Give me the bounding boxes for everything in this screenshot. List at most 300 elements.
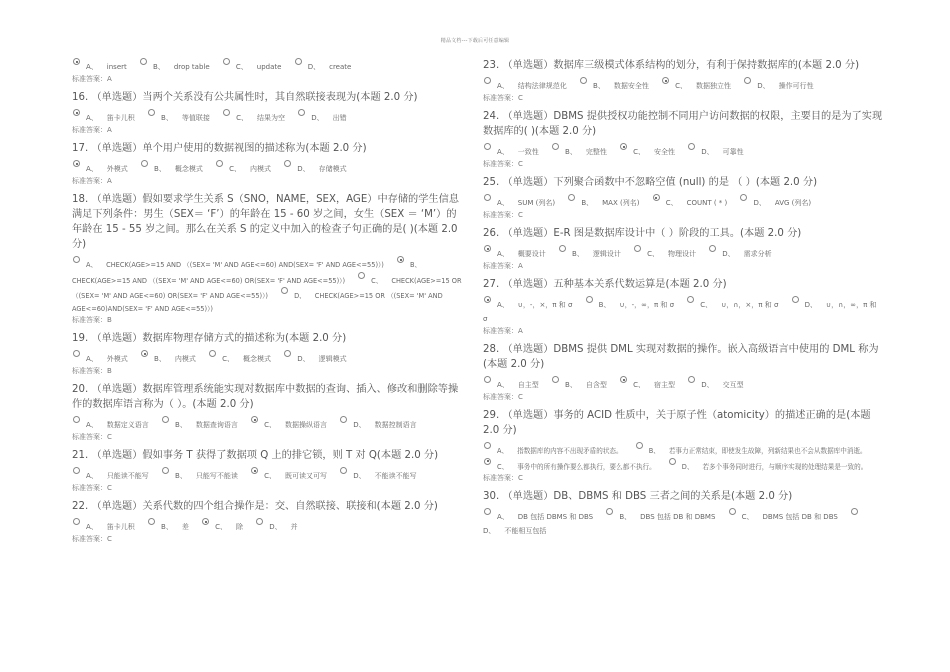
question-block bbox=[72, 58, 466, 84]
option-text: 差 bbox=[181, 523, 189, 531]
radio-button[interactable] bbox=[73, 109, 80, 116]
question-block bbox=[483, 109, 883, 169]
radio-button[interactable] bbox=[73, 58, 80, 65]
option-text: AVG (列名) bbox=[774, 199, 812, 207]
option-text: 笛卡儿积 bbox=[106, 114, 135, 122]
answer-option[interactable] bbox=[635, 447, 877, 455]
radio-button[interactable] bbox=[484, 245, 491, 252]
radio-button[interactable] bbox=[552, 143, 559, 150]
answer-option[interactable] bbox=[668, 463, 878, 471]
standard-answer: 标准答案：A bbox=[72, 126, 112, 134]
radio-button[interactable] bbox=[636, 442, 643, 449]
answer-option[interactable] bbox=[283, 165, 356, 173]
answer-option[interactable] bbox=[339, 472, 426, 480]
option-letter: C、 bbox=[675, 82, 687, 90]
radio-button[interactable] bbox=[202, 518, 209, 525]
answer-option[interactable] bbox=[483, 381, 549, 389]
answer-option[interactable] bbox=[72, 421, 159, 429]
answer-option[interactable] bbox=[255, 523, 307, 531]
question-title: 17. （单选题）单个用户使用的数据视图的描述称为(本题 2.0 分) bbox=[72, 143, 367, 154]
option-text: 宿主型 bbox=[653, 381, 675, 389]
option-letter: C、 bbox=[665, 199, 678, 207]
answer-option[interactable] bbox=[708, 250, 781, 258]
answer-option[interactable] bbox=[567, 199, 649, 207]
answer-option[interactable] bbox=[161, 421, 248, 429]
radio-button[interactable] bbox=[251, 467, 258, 474]
option-text: 内模式 bbox=[174, 355, 196, 363]
radio-button[interactable] bbox=[586, 296, 593, 303]
option-letter: A、 bbox=[497, 82, 509, 90]
options-list bbox=[72, 416, 466, 432]
option-letter: C、 bbox=[229, 165, 241, 173]
radio-button[interactable] bbox=[73, 518, 80, 525]
answer-option[interactable] bbox=[633, 250, 706, 258]
answer-option[interactable] bbox=[72, 261, 394, 269]
radio-button[interactable] bbox=[484, 376, 491, 383]
question-title: 18. （单选题）假如要求学生关系 S（SNO，NAME，SEX，AGE）中存储的学生信息满足下列条件：男生（SEX＝ ‘F’）的年龄在 15 - 60 岁之间，女生（SEX ＝ ‘M’）的年龄在 15 - 55 岁之间。那么在关系 S 的定义中加入的检查子句正确的是( )(本题 2.0 分) bbox=[72, 194, 459, 250]
option-letter: B、 bbox=[410, 261, 422, 269]
answer-option[interactable] bbox=[297, 114, 356, 122]
standard-answer: 标准答案：A bbox=[483, 327, 523, 335]
radio-button[interactable] bbox=[140, 58, 147, 65]
option-text: CHECK(AGE>=15 AND （(SEX= 'M' AND AGE<=60) AND(SEX= 'F' AND AGE<=55)）) bbox=[106, 261, 384, 269]
radio-button[interactable] bbox=[662, 77, 669, 84]
left-column bbox=[72, 58, 466, 550]
option-text: COUNT ( * ) bbox=[686, 199, 728, 207]
answer-option[interactable] bbox=[147, 114, 220, 122]
answer-option[interactable] bbox=[201, 523, 253, 531]
answer-option[interactable] bbox=[222, 63, 292, 71]
option-text: 结果为空 bbox=[256, 114, 285, 122]
option-text: DBS 包括 DB 和 DBMS bbox=[640, 513, 716, 521]
option-text: 只能读不能写 bbox=[106, 472, 149, 480]
option-letter: D、 bbox=[681, 462, 694, 471]
question-title: 27. （单选题）五种基本关系代数运算是(本题 2.0 分) bbox=[483, 279, 727, 290]
option-letter: D、 bbox=[701, 148, 714, 156]
radio-button[interactable] bbox=[397, 256, 404, 263]
radio-button[interactable] bbox=[340, 416, 347, 423]
options-list bbox=[72, 350, 466, 366]
option-letter: D、 bbox=[269, 523, 282, 531]
radio-button[interactable] bbox=[73, 416, 80, 423]
answer-option[interactable] bbox=[551, 381, 617, 389]
answer-option[interactable] bbox=[294, 63, 362, 71]
radio-button[interactable] bbox=[148, 109, 155, 116]
option-text: 结构法律规范化 bbox=[517, 82, 567, 90]
option-letter: C、 bbox=[236, 114, 248, 122]
standard-answer: 标准答案：C bbox=[483, 94, 523, 102]
question-title: 28. （单选题）DBMS 提供 DML 实现对数据的操作。嵌入高级语言中使用的 DML 称为(本题 2.0 分) bbox=[483, 344, 879, 370]
standard-answer: 标准答案：B bbox=[72, 316, 112, 324]
answer-option[interactable] bbox=[483, 463, 666, 471]
radio-button[interactable] bbox=[792, 296, 799, 303]
options-list bbox=[483, 77, 883, 93]
option-letter: B、 bbox=[161, 114, 173, 122]
answer-option[interactable] bbox=[250, 472, 337, 480]
question-block bbox=[72, 192, 466, 325]
radio-button[interactable] bbox=[568, 194, 575, 201]
radio-button[interactable] bbox=[141, 160, 148, 167]
option-text: 安全性 bbox=[653, 148, 675, 156]
radio-button[interactable] bbox=[709, 245, 716, 252]
option-text: 交互型 bbox=[722, 381, 744, 389]
answer-option[interactable] bbox=[605, 513, 725, 521]
radio-button[interactable] bbox=[620, 376, 627, 383]
answer-option[interactable] bbox=[619, 148, 685, 156]
option-text: 概念模式 bbox=[174, 165, 203, 173]
radio-button[interactable] bbox=[223, 109, 230, 116]
option-text: 逻辑模式 bbox=[318, 355, 347, 363]
option-letter: C、 bbox=[647, 250, 659, 258]
options-list bbox=[72, 160, 466, 176]
answer-option[interactable] bbox=[585, 301, 684, 309]
question-title: 16. （单选题）当两个关系没有公共属性时，其自然联接表现为(本题 2.0 分) bbox=[72, 92, 418, 103]
option-text: 逻辑设计 bbox=[592, 250, 621, 258]
option-letter: D、 bbox=[753, 199, 766, 207]
option-text: ∪，∩，∞，π 和 σ bbox=[483, 301, 877, 323]
answer-option[interactable] bbox=[483, 513, 603, 521]
question-block bbox=[483, 342, 883, 402]
option-letter: D、 bbox=[297, 165, 310, 173]
option-text: 外模式 bbox=[106, 165, 128, 173]
option-letter: D、 bbox=[294, 292, 306, 300]
question-title: 19. （单选题）数据库物理存储方式的描述称为(本题 2.0 分) bbox=[72, 333, 347, 344]
option-text: 概要设计 bbox=[517, 250, 546, 258]
radio-button[interactable] bbox=[209, 350, 216, 357]
radio-button[interactable] bbox=[284, 350, 291, 357]
standard-answer: 标准答案：C bbox=[72, 433, 112, 441]
question-block bbox=[483, 58, 883, 103]
option-letter: D、 bbox=[311, 114, 324, 122]
radio-button[interactable] bbox=[559, 245, 566, 252]
option-text: DB 包括 DBMS 和 DBS bbox=[517, 513, 594, 521]
option-letter: A、 bbox=[86, 421, 98, 429]
radio-button[interactable] bbox=[295, 58, 302, 65]
question-block bbox=[483, 408, 883, 483]
radio-button[interactable] bbox=[284, 160, 291, 167]
radio-button[interactable] bbox=[162, 467, 169, 474]
radio-button[interactable] bbox=[552, 376, 559, 383]
answer-option[interactable] bbox=[739, 199, 821, 207]
question-title: 22. （单选题）关系代数的四个组合操作是：交、自然联接、联接和(本题 2.0 分) bbox=[72, 501, 438, 512]
options-list bbox=[483, 143, 883, 159]
question-title: 26. （单选题）E-R 图是数据库设计中（ ）阶段的工具。(本题 2.0 分) bbox=[483, 228, 802, 239]
option-text: 不能相互包括 bbox=[504, 527, 547, 535]
radio-button[interactable] bbox=[620, 143, 627, 150]
radio-button[interactable] bbox=[484, 296, 491, 303]
option-text: 需求分析 bbox=[743, 250, 772, 258]
option-text: 外模式 bbox=[106, 355, 128, 363]
option-text: 数据操纵语言 bbox=[284, 421, 327, 429]
option-text: 除 bbox=[235, 523, 243, 531]
option-letter: A、 bbox=[497, 199, 509, 207]
question-block bbox=[483, 175, 883, 220]
option-letter: B、 bbox=[593, 82, 605, 90]
question-block bbox=[483, 489, 883, 538]
answer-option[interactable] bbox=[215, 165, 281, 173]
option-text: 存储模式 bbox=[318, 165, 347, 173]
radio-button[interactable] bbox=[729, 508, 736, 515]
answer-option[interactable] bbox=[161, 472, 248, 480]
radio-button[interactable] bbox=[256, 518, 263, 525]
radio-button[interactable] bbox=[281, 287, 288, 294]
question-title: 29. （单选题）事务的 ACID 性质中，关于原子性（atomicity）的描述正确的是(本题 2.0 分) bbox=[483, 410, 871, 436]
question-title: 20. （单选题）数据库管理系统能实现对数据库中数据的查询、插入、修改和删除等操作的数据库语言称为（ ）。(本题 2.0 分) bbox=[72, 384, 459, 410]
standard-answer: 标准答案：B bbox=[72, 367, 112, 375]
option-letter: B、 bbox=[154, 165, 166, 173]
option-letter: C、 bbox=[700, 301, 713, 309]
answer-option[interactable] bbox=[743, 82, 823, 90]
radio-button[interactable] bbox=[251, 416, 258, 423]
option-letter: C、 bbox=[741, 513, 754, 521]
question-title: 30. （单选题）DB、DBMS 和 DBS 三者之间的关系是(本题 2.0 分) bbox=[483, 491, 793, 502]
options-list bbox=[483, 245, 883, 261]
answer-option[interactable] bbox=[619, 381, 685, 389]
option-letter: B、 bbox=[161, 523, 173, 531]
radio-button[interactable] bbox=[484, 508, 491, 515]
radio-button[interactable] bbox=[669, 458, 676, 465]
option-letter: A、 bbox=[497, 381, 509, 389]
option-text: drop table bbox=[173, 63, 210, 71]
option-letter: C、 bbox=[264, 472, 276, 480]
radio-button[interactable] bbox=[740, 194, 747, 201]
right-column bbox=[483, 58, 883, 544]
option-letter: D、 bbox=[804, 301, 818, 309]
option-letter: A、 bbox=[86, 472, 98, 480]
radio-button[interactable] bbox=[141, 350, 148, 357]
answer-option[interactable] bbox=[579, 82, 659, 90]
option-letter: A、 bbox=[86, 355, 98, 363]
radio-button[interactable] bbox=[73, 350, 80, 357]
answer-option[interactable] bbox=[339, 421, 426, 429]
answer-option[interactable] bbox=[483, 301, 582, 309]
question-title: 23. （单选题）数据库三级模式体系结构的划分，有利于保持数据库的(本题 2.0 分) bbox=[483, 60, 860, 71]
answer-option[interactable] bbox=[686, 301, 788, 309]
option-letter: B、 bbox=[572, 250, 584, 258]
radio-button[interactable] bbox=[73, 256, 80, 263]
answer-option[interactable] bbox=[222, 114, 295, 122]
option-letter: B、 bbox=[619, 513, 632, 521]
option-text: 数据查询语言 bbox=[195, 421, 238, 429]
option-text: DBMS 包括 DB 和 DBS bbox=[762, 513, 838, 521]
question-block bbox=[72, 499, 466, 544]
options-list bbox=[72, 467, 466, 483]
option-text: CHECK(AGE>=15 AND （(SEX= 'M' AND AGE<=60) OR(SEX= 'F' AND AGE<=55)）) bbox=[72, 276, 346, 285]
option-letter: A、 bbox=[497, 513, 509, 521]
question-block bbox=[72, 448, 466, 493]
radio-button[interactable] bbox=[484, 458, 491, 465]
option-text: 只能写不能读 bbox=[195, 472, 238, 480]
answer-option[interactable] bbox=[140, 355, 206, 363]
answer-option[interactable] bbox=[72, 472, 159, 480]
option-text: 不能读不能写 bbox=[374, 472, 417, 480]
question-title: 24. （单选题）DBMS 提供授权功能控制不同用户访问数据的权限，主要目的是为了实现数据库的( )(本题 2.0 分) bbox=[483, 111, 883, 137]
option-letter: A、 bbox=[497, 447, 509, 455]
answer-option[interactable] bbox=[72, 165, 138, 173]
option-text: 并 bbox=[290, 523, 298, 531]
option-letter: D、 bbox=[353, 421, 366, 429]
radio-button[interactable] bbox=[580, 77, 587, 84]
answer-option[interactable] bbox=[652, 199, 738, 207]
option-letter: D、 bbox=[722, 250, 735, 258]
option-text: CHECK(AGE>=15 OR （(SEX= 'M' AND AGE<=60) OR(SEX= 'F' AND AGE<=55)）) bbox=[72, 276, 462, 300]
question-block bbox=[483, 226, 883, 271]
answer-option[interactable] bbox=[283, 355, 356, 363]
option-letter: D、 bbox=[757, 82, 770, 90]
option-text: insert bbox=[106, 63, 127, 71]
option-letter: C、 bbox=[633, 381, 645, 389]
option-letter: D、 bbox=[353, 472, 366, 480]
option-letter: A、 bbox=[86, 114, 98, 122]
answer-option[interactable] bbox=[250, 421, 337, 429]
radio-button[interactable] bbox=[484, 77, 491, 84]
radio-button[interactable] bbox=[484, 143, 491, 150]
radio-button[interactable] bbox=[223, 58, 230, 65]
option-text: 数据控制语言 bbox=[374, 421, 417, 429]
radio-button[interactable] bbox=[298, 109, 305, 116]
answer-option[interactable] bbox=[208, 355, 281, 363]
option-text: 笛卡儿积 bbox=[106, 523, 135, 531]
option-letter: B、 bbox=[581, 199, 594, 207]
question-block bbox=[72, 382, 466, 442]
standard-answer: 标准答案：C bbox=[483, 211, 523, 219]
radio-button[interactable] bbox=[216, 160, 223, 167]
radio-button[interactable] bbox=[484, 194, 491, 201]
option-text: 等值联接 bbox=[181, 114, 210, 122]
option-text: 事务中的所有操作要么都执行，要么都不执行。 bbox=[517, 462, 656, 471]
options-list bbox=[483, 296, 883, 326]
option-text: 既可读又可写 bbox=[284, 472, 327, 480]
option-text: 自主型 bbox=[517, 381, 539, 389]
radio-button[interactable] bbox=[358, 272, 365, 279]
answer-option[interactable] bbox=[140, 165, 213, 173]
question-title: 21. （单选题）假如事务 T 获得了数据项 Q 上的排它锁，则 T 对 Q(本题 2.0 分) bbox=[72, 450, 439, 461]
option-text: 概念模式 bbox=[242, 355, 271, 363]
option-letter: D、 bbox=[483, 527, 496, 535]
radio-button[interactable] bbox=[148, 518, 155, 525]
option-letter: A、 bbox=[86, 165, 98, 173]
option-letter: B、 bbox=[154, 355, 166, 363]
option-letter: B、 bbox=[565, 381, 577, 389]
answer-option[interactable] bbox=[483, 250, 556, 258]
option-text: 可靠性 bbox=[722, 148, 744, 156]
answer-option[interactable] bbox=[139, 63, 220, 71]
option-letter: C、 bbox=[264, 421, 276, 429]
answer-option[interactable] bbox=[72, 355, 138, 363]
answer-option[interactable] bbox=[72, 114, 145, 122]
answer-option[interactable] bbox=[72, 63, 137, 71]
option-text: SUM (列名) bbox=[517, 199, 556, 207]
standard-answer: 标准答案：A bbox=[72, 177, 112, 185]
radio-button[interactable] bbox=[687, 296, 694, 303]
option-text: 内模式 bbox=[249, 165, 271, 173]
radio-button[interactable] bbox=[688, 143, 695, 150]
options-list bbox=[483, 376, 883, 392]
option-letter: C、 bbox=[222, 355, 234, 363]
question-block bbox=[72, 141, 466, 186]
standard-answer: 标准答案：A bbox=[72, 75, 112, 83]
radio-button[interactable] bbox=[606, 508, 613, 515]
option-letter: B、 bbox=[598, 301, 611, 309]
option-text: update bbox=[256, 63, 282, 71]
radio-button[interactable] bbox=[688, 376, 695, 383]
answer-option[interactable] bbox=[72, 523, 145, 531]
answer-option[interactable] bbox=[483, 199, 565, 207]
option-letter: C、 bbox=[371, 276, 383, 285]
option-letter: B、 bbox=[175, 421, 187, 429]
option-text: 数据安全性 bbox=[613, 82, 649, 90]
answer-option[interactable] bbox=[551, 148, 617, 156]
radio-button[interactable] bbox=[162, 416, 169, 423]
radio-button[interactable] bbox=[340, 467, 347, 474]
answer-option[interactable] bbox=[687, 148, 753, 156]
radio-button[interactable] bbox=[484, 442, 491, 449]
question-block bbox=[72, 331, 466, 376]
option-letter: C、 bbox=[215, 523, 227, 531]
standard-answer: 标准答案：A bbox=[483, 262, 523, 270]
option-text: 操作可行性 bbox=[778, 82, 814, 90]
option-text: 数据独立性 bbox=[695, 82, 731, 90]
standard-answer: 标准答案：C bbox=[483, 474, 523, 482]
answer-option[interactable] bbox=[728, 513, 848, 521]
answer-option[interactable] bbox=[483, 82, 577, 90]
option-text: 数据定义语言 bbox=[106, 421, 149, 429]
answer-option[interactable] bbox=[687, 381, 753, 389]
option-text: ∪，-，×，π 和 σ bbox=[517, 301, 573, 309]
option-letter: A、 bbox=[497, 301, 509, 309]
option-letter: D、 bbox=[297, 355, 310, 363]
radio-button[interactable] bbox=[634, 245, 641, 252]
options-list bbox=[483, 442, 883, 473]
question-title: 25. （单选题）下列聚合函数中不忽略空值 (null) 的是 （ ）(本题 2.0 分) bbox=[483, 177, 818, 188]
radio-button[interactable] bbox=[73, 160, 80, 167]
option-letter: B、 bbox=[175, 472, 187, 480]
option-letter: D、 bbox=[701, 381, 714, 389]
radio-button[interactable] bbox=[851, 508, 858, 515]
radio-button[interactable] bbox=[744, 77, 751, 84]
standard-answer: 标准答案：C bbox=[483, 160, 523, 168]
option-letter: A、 bbox=[497, 250, 509, 258]
option-text: 自含型 bbox=[585, 381, 607, 389]
answer-option[interactable] bbox=[483, 148, 549, 156]
options-list bbox=[72, 256, 466, 315]
option-letter: B、 bbox=[565, 148, 577, 156]
option-text: MAX (列名) bbox=[602, 199, 640, 207]
option-letter: D、 bbox=[307, 63, 321, 71]
answer-option[interactable] bbox=[483, 447, 633, 455]
option-letter: C、 bbox=[497, 462, 509, 471]
option-letter: A、 bbox=[86, 261, 98, 269]
option-text: 完整性 bbox=[585, 148, 607, 156]
standard-answer: 标准答案：C bbox=[72, 535, 112, 543]
radio-button[interactable] bbox=[653, 194, 660, 201]
option-text: 若事力正常结束，即使发生故障，列新结果也不会从数据库中消逝。 bbox=[668, 447, 867, 455]
option-letter: C、 bbox=[633, 148, 645, 156]
answer-option[interactable] bbox=[661, 82, 741, 90]
option-text: ∪，∩，×，π 和 σ bbox=[721, 301, 779, 309]
option-text: 物理设计 bbox=[667, 250, 696, 258]
answer-option[interactable] bbox=[147, 523, 199, 531]
standard-answer: 标准答案：C bbox=[72, 484, 112, 492]
option-text: 若多个事务同时进行，与顺序实现的处理结果是一致的。 bbox=[702, 462, 868, 471]
radio-button[interactable] bbox=[73, 467, 80, 474]
standard-answer: 标准答案：C bbox=[483, 393, 523, 401]
options-list bbox=[72, 109, 466, 125]
option-letter: C、 bbox=[235, 63, 248, 71]
option-text: 出错 bbox=[332, 114, 347, 122]
answer-option[interactable] bbox=[558, 250, 631, 258]
options-list bbox=[72, 518, 466, 534]
